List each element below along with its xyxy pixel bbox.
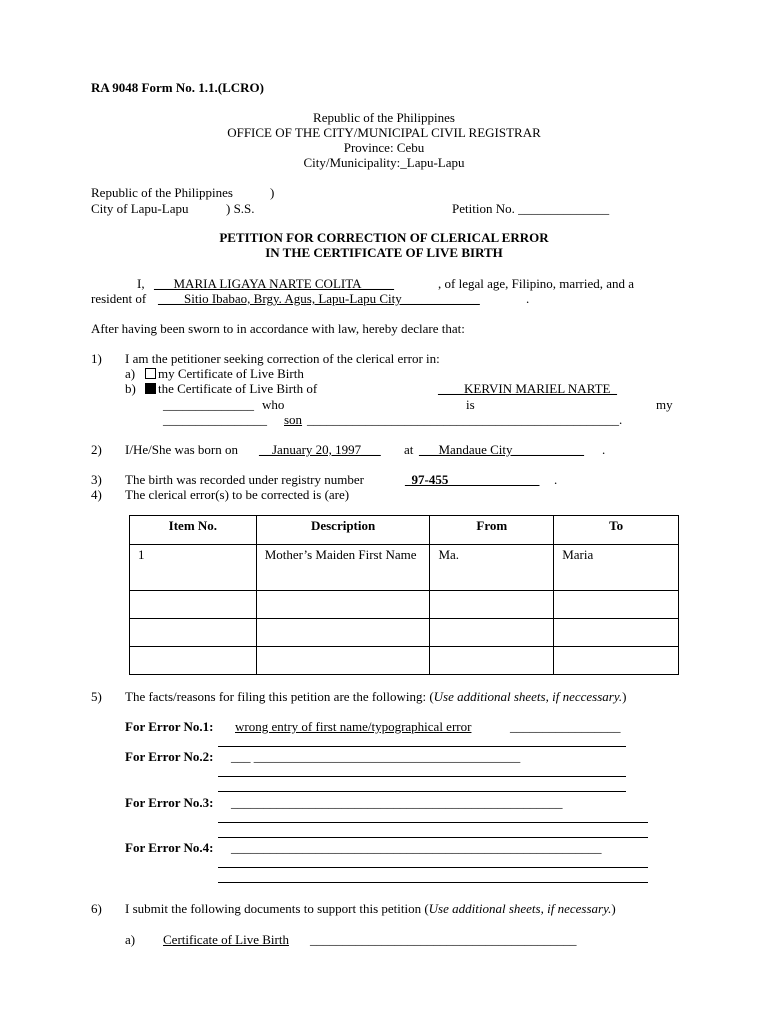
error1-reason[interactable]: wrong entry of first name/typographical error: [235, 719, 472, 734]
cell-from[interactable]: [430, 647, 554, 675]
header-to: To: [554, 516, 679, 545]
error2-reason[interactable]: ___ _________________________________________: [231, 749, 521, 764]
error4-reason[interactable]: _________________________________________________________: [231, 840, 602, 855]
petitioner-address[interactable]: ____Sitio Ibabao, Brgy. Agus, Lapu-Lapu City____________: [158, 291, 480, 306]
item6-a-label: a): [125, 932, 136, 947]
item1-son-tail: ________________________________________________.: [307, 412, 623, 427]
cell-description[interactable]: [256, 591, 430, 619]
cell-to[interactable]: [554, 619, 679, 647]
error4-extra-line[interactable]: [218, 882, 648, 883]
intro-resident-of: resident of: [91, 291, 147, 306]
item6-number: 6): [91, 901, 102, 916]
error4-label: For Error No.4:: [125, 840, 214, 855]
error1-extra-line[interactable]: [218, 746, 626, 747]
cell-description[interactable]: [256, 647, 430, 675]
item1-who: who: [262, 397, 285, 412]
item4-number: 4): [91, 487, 102, 502]
header-city: City/Municipality:_Lapu-Lapu: [303, 155, 465, 170]
petition-title-line2: IN THE CERTIFICATE OF LIVE BIRTH: [265, 245, 503, 260]
header-description: Description: [256, 516, 430, 545]
error4-extra-line[interactable]: [218, 867, 648, 868]
item6-close: ): [611, 901, 616, 916]
cell-from[interactable]: [430, 619, 554, 647]
item1-a-label: a): [125, 366, 136, 381]
item6-a-tail: _________________________________________: [310, 932, 577, 947]
cell-to[interactable]: [554, 647, 679, 675]
table-row: [130, 545, 679, 591]
item6-text-line: [125, 901, 616, 916]
item5-text-line: [125, 689, 626, 704]
item6-note: Use additional sheets, if necessary.: [428, 901, 612, 916]
cell-description[interactable]: Mother’s Maiden First Name: [256, 545, 430, 591]
error1-label: For Error No.1:: [125, 719, 214, 734]
error2-label: For Error No.2:: [125, 749, 214, 764]
header-item-no: Item No.: [130, 516, 257, 545]
registry-number[interactable]: _97-455______________: [405, 472, 540, 487]
item1-is: is: [466, 397, 475, 412]
item3-text: The birth was recorded under registry number: [125, 472, 364, 487]
error3-label: For Error No.3:: [125, 795, 214, 810]
form-code: RA 9048 Form No. 1.1.(LCRO): [91, 80, 264, 95]
clerical-errors-table: [129, 515, 679, 675]
cell-to[interactable]: [554, 591, 679, 619]
child-name[interactable]: ____KERVIN MARIEL NARTE_: [438, 381, 617, 396]
item5-number: 5): [91, 689, 102, 704]
item3-number: 3): [91, 472, 102, 487]
item1-son-lead: ________________: [163, 412, 267, 427]
checkbox-other-certificate[interactable]: [145, 383, 156, 394]
supporting-document-1[interactable]: Certificate of Live Birth: [163, 932, 289, 947]
error3-extra-line[interactable]: [218, 822, 648, 823]
venue-paren: ): [270, 185, 275, 200]
intro-i: I,: [137, 276, 145, 291]
item2-end: .: [602, 442, 606, 457]
item1-text: I am the petitioner seeking correction of the clerical error in:: [125, 351, 440, 366]
cell-item-no[interactable]: [130, 619, 257, 647]
item1-number: 1): [91, 351, 102, 366]
cell-to[interactable]: Maria: [554, 545, 679, 591]
item5-close: ): [622, 689, 627, 704]
venue-city: City of Lapu-Lapu: [91, 201, 189, 216]
table-row: [130, 591, 679, 619]
error2-extra-line[interactable]: [218, 791, 626, 792]
venue-ss: ) S.S.: [226, 201, 255, 216]
cell-description[interactable]: [256, 619, 430, 647]
error2-extra-line[interactable]: [218, 776, 626, 777]
item1-b-option[interactable]: [145, 381, 317, 396]
table-row: [130, 647, 679, 675]
item6-text: I submit the following documents to support this petition (: [125, 901, 429, 916]
table-row: [130, 619, 679, 647]
cell-from[interactable]: Ma.: [430, 545, 554, 591]
item5-text: The facts/reasons for filing this petition are the following: (: [125, 689, 434, 704]
item2-text: I/He/She was born on: [125, 442, 239, 457]
item1-a-option[interactable]: [145, 366, 304, 381]
header-province: Province: Cebu: [343, 140, 425, 155]
item2-number: 2): [91, 442, 102, 457]
item4-text: The clerical error(s) to be corrected is (are): [125, 487, 350, 502]
error3-reason[interactable]: ___________________________________________________: [231, 795, 563, 810]
birth-date[interactable]: __January 20, 1997___: [259, 442, 381, 457]
checkbox-own-certificate[interactable]: [145, 368, 156, 379]
item1-my: my: [656, 397, 673, 412]
cell-from[interactable]: [430, 591, 554, 619]
item1-who-blank: ______________: [163, 397, 254, 412]
error3-extra-line[interactable]: [218, 837, 648, 838]
cell-item-no[interactable]: [130, 591, 257, 619]
item1-b-text: the Certificate of Live Birth of: [158, 381, 318, 396]
birth-place[interactable]: ___Mandaue City___________: [419, 442, 585, 457]
intro-rest: , of legal age, Filipino, married, and a: [438, 276, 635, 291]
relationship[interactable]: son: [284, 412, 303, 427]
item2-at: at: [404, 442, 414, 457]
sworn-statement: After having been sworn to in accordance with law, hereby declare that:: [91, 321, 465, 336]
cell-item-no[interactable]: 1: [130, 545, 257, 591]
item5-note: Use additional sheets, if neccessary.: [433, 689, 623, 704]
header-republic: Republic of the Philippines: [313, 110, 455, 125]
header-office: OFFICE OF THE CITY/MUNICIPAL CIVIL REGISTRAR: [227, 125, 541, 140]
item3-end: .: [554, 472, 558, 487]
intro-comma: .: [526, 291, 530, 306]
item1-a-text: my Certificate of Live Birth: [158, 366, 304, 381]
table-header-row: [130, 516, 679, 545]
header-from: From: [430, 516, 554, 545]
cell-item-no[interactable]: [130, 647, 257, 675]
petition-number[interactable]: Petition No. ______________: [452, 201, 610, 216]
error1-tail: _________________: [510, 719, 621, 734]
venue-republic: Republic of the Philippines: [91, 185, 233, 200]
item1-b-label: b): [125, 381, 136, 396]
petitioner-name[interactable]: ___MARIA LIGAYA NARTE COLITA_____: [154, 276, 395, 291]
petition-title-line1: PETITION FOR CORRECTION OF CLERICAL ERROR: [219, 230, 549, 245]
